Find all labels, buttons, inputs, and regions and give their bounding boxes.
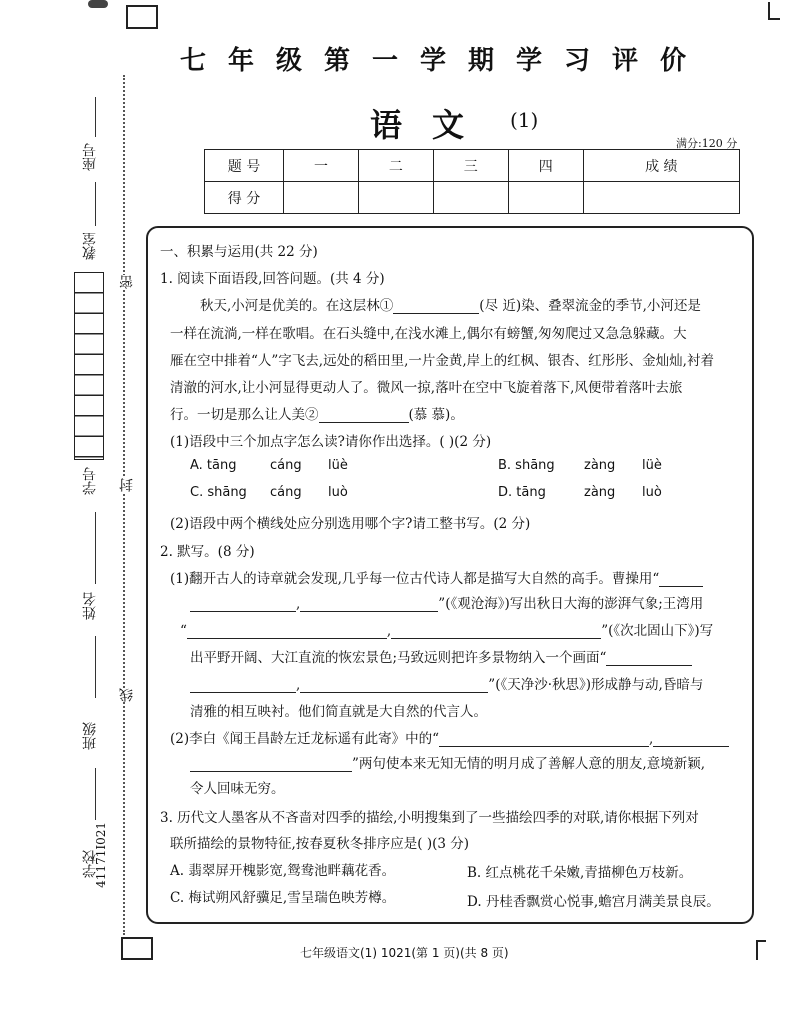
q2-s1-line6: 清雅的相互映衬。他们简直就是大自然的代言人。 [190, 704, 487, 720]
room-line [95, 182, 96, 226]
q3-option-c: C. 梅试朔风舒骥足,雪呈瑞色映芳樽。 [170, 890, 396, 906]
exam-title: 七年级第一学期学习评价 [180, 46, 709, 76]
answer-blank-6[interactable] [187, 638, 387, 639]
corner-mark-bottom-right [756, 940, 766, 960]
score-input-cell[interactable] [508, 182, 583, 214]
q2-text: 出平野开阔、大江直流的恢宏景色;马致远则把许多景物纳入一个画面“ [190, 650, 607, 666]
q2-stem: 2. 默写。(8 分) [160, 544, 255, 560]
q1-passage-line4: 清澈的河水,让小河显得更动人了。微风一掠,落叶在空中飞旋着落下,风便带着落叶去旅 [170, 380, 683, 396]
option-text: lüè [328, 458, 348, 473]
q2-text: (1)翻开古人的诗章就会发现,几乎每一位古代诗人都是描写大自然的高手。曹操用“ [170, 571, 660, 587]
full-score: 满分:120 分 [676, 137, 738, 150]
score-table [204, 149, 740, 214]
section-title: 一、积累与运用(共 22 分) [160, 244, 318, 260]
answer-blank-9[interactable] [190, 692, 296, 693]
open-quote: “ [180, 623, 187, 639]
seal-xian: 线 [119, 688, 135, 702]
corner-box-top [126, 5, 158, 29]
q2-s1-line4 [190, 646, 692, 666]
q1-passage-text: (慕 慕)。 [408, 407, 464, 423]
q1-stem: 1. 阅读下面语段,回答问题。(共 4 分) [160, 271, 385, 287]
q2-s1-line3 [180, 619, 713, 639]
class-line [95, 768, 96, 820]
option-text: cáng [270, 458, 302, 473]
q1-passage-text: (尽 近)染、叠翠流金的季节,小河还是 [479, 298, 701, 314]
score-cell: 成 绩 [583, 150, 739, 182]
q1-passage-text: 行。一切是那么让人美② [170, 407, 319, 423]
answer-blank-13[interactable] [190, 771, 352, 772]
q3-option-d: D. 丹桂香飘赏心悦事,蟾宫月满美景良辰。 [467, 894, 720, 910]
option-text: A. tāng [190, 458, 237, 473]
exam-code: 41171I021 [94, 822, 108, 888]
student-number-label: 学号 [82, 467, 98, 495]
scan-smudge [88, 0, 108, 8]
answer-blank-4[interactable] [190, 611, 296, 612]
seat-label: 座号 [82, 143, 98, 171]
name-line-top [95, 512, 96, 584]
q2-text: ”(《观沧海》)写出秋日大海的澎湃气象;王湾用 [438, 596, 704, 612]
option-text: luò [328, 485, 348, 500]
comma: , [386, 623, 392, 639]
seat-line [95, 97, 96, 137]
option-d [498, 485, 662, 500]
score-cell: 得 分 [205, 182, 284, 214]
q2-s1-line1 [170, 567, 703, 587]
score-cell: 二 [358, 150, 433, 182]
option-a [190, 458, 348, 473]
answer-blank-11[interactable] [439, 746, 649, 747]
answer-blank-1[interactable] [393, 313, 479, 314]
score-input-cell[interactable] [433, 182, 508, 214]
page-footer: 七年级语文(1) 1021(第 1 页)(共 8 页) [300, 946, 509, 960]
option-b [498, 458, 662, 473]
q2-text: ”(《次北固山下》)写 [601, 623, 714, 639]
q1-passage-line3: 雁在空中排着“人”字飞去,远处的稻田里,一片金黄,岸上的红枫、银杏、红彤彤、金灿灿,衬着 [170, 353, 714, 369]
q2-text: ”两句使本来无知无情的明月成了善解人意的朋友,意境新颖, [352, 756, 705, 772]
q3-option-b: B. 红点桃花千朵嫩,青描柳色万枝新。 [467, 865, 693, 881]
score-cell: 四 [508, 150, 583, 182]
comma: , [649, 731, 654, 747]
school-label: 学校 [82, 850, 98, 878]
seal-feng: 封 [119, 478, 135, 492]
q3-option-a: A. 翡翠屏开槐影宽,鸳鸯池畔藕花香。 [170, 863, 396, 879]
score-cell: 题 号 [205, 150, 284, 182]
q2-s2-line1 [170, 727, 729, 747]
option-text: zàng [584, 485, 616, 500]
option-text: lüè [642, 458, 662, 473]
answer-blank-10[interactable] [300, 692, 488, 693]
option-text: C. shāng [190, 485, 247, 500]
score-table-header-row [205, 150, 740, 182]
q1-sub2: (2)语段中两个横线处应分别选用哪个字?请工整书写。(2 分) [170, 516, 531, 532]
subject-number: (1) [510, 108, 539, 132]
option-text: cáng [270, 485, 302, 500]
q2-s1-line5 [190, 673, 703, 693]
seal-line [123, 75, 125, 935]
q3-stem-line2: 联所描绘的景物特征,按春夏秋冬排序应是( )(3 分) [170, 836, 470, 852]
q3-stem-line1: 3. 历代文人墨客从不吝啬对四季的描绘,小明搜集到了一些描绘四季的对联,请你根据下列对 [160, 810, 699, 826]
score-cell: 一 [284, 150, 359, 182]
answer-blank-2[interactable] [319, 422, 409, 423]
q2-text: ”(《天净沙·秋思》)形成静与动,昏暗与 [488, 677, 704, 693]
q2-s1-line2 [190, 592, 703, 612]
answer-blank-12[interactable] [653, 746, 729, 747]
score-input-cell[interactable] [284, 182, 359, 214]
answer-blank-3[interactable] [659, 586, 703, 587]
comma: , [296, 596, 301, 612]
class-label: 班级 [82, 722, 98, 750]
subject-title: 语文 [370, 106, 495, 144]
answer-blank-8[interactable] [606, 665, 692, 666]
q1-sub1: (1)语段中三个加点字怎么读?请你作出选择。( )(2 分) [170, 434, 492, 450]
q1-passage-line5 [170, 403, 464, 423]
answer-blank-7[interactable] [391, 638, 601, 639]
comma: , [296, 677, 301, 693]
q2-s2-line3: 令人回味无穷。 [190, 781, 285, 797]
room-label: 教室 [82, 232, 98, 260]
option-text: luò [642, 485, 662, 500]
option-text: zàng [584, 458, 616, 473]
q1-passage-line1 [200, 294, 701, 314]
name-line-bottom [95, 636, 96, 698]
score-input-cell[interactable] [583, 182, 739, 214]
corner-box-bottom [121, 937, 153, 960]
q1-passage-line2: 一样在流淌,一样在歌唱。在石头缝中,在浅水滩上,偶尔有螃蟹,匆匆爬过又急急躲藏。大 [170, 326, 687, 342]
q2-s2-line2 [190, 752, 705, 772]
option-text: D. tāng [498, 485, 546, 500]
score-input-cell[interactable] [358, 182, 433, 214]
seal-mi: 密 [119, 275, 135, 289]
option-text: B. shāng [498, 458, 555, 473]
corner-mark-top-right [768, 2, 780, 20]
student-number-boxes [74, 272, 104, 460]
score-cell: 三 [433, 150, 508, 182]
name-label: 姓名 [82, 592, 98, 620]
q1-passage-text: 秋天,小河是优美的。在这层林① [200, 298, 394, 314]
answer-blank-5[interactable] [300, 611, 438, 612]
score-table-score-row [205, 182, 740, 214]
option-c [190, 485, 348, 500]
q2-text: (2)李白《闻王昌龄左迁龙标遥有此寄》中的“ [170, 731, 440, 747]
